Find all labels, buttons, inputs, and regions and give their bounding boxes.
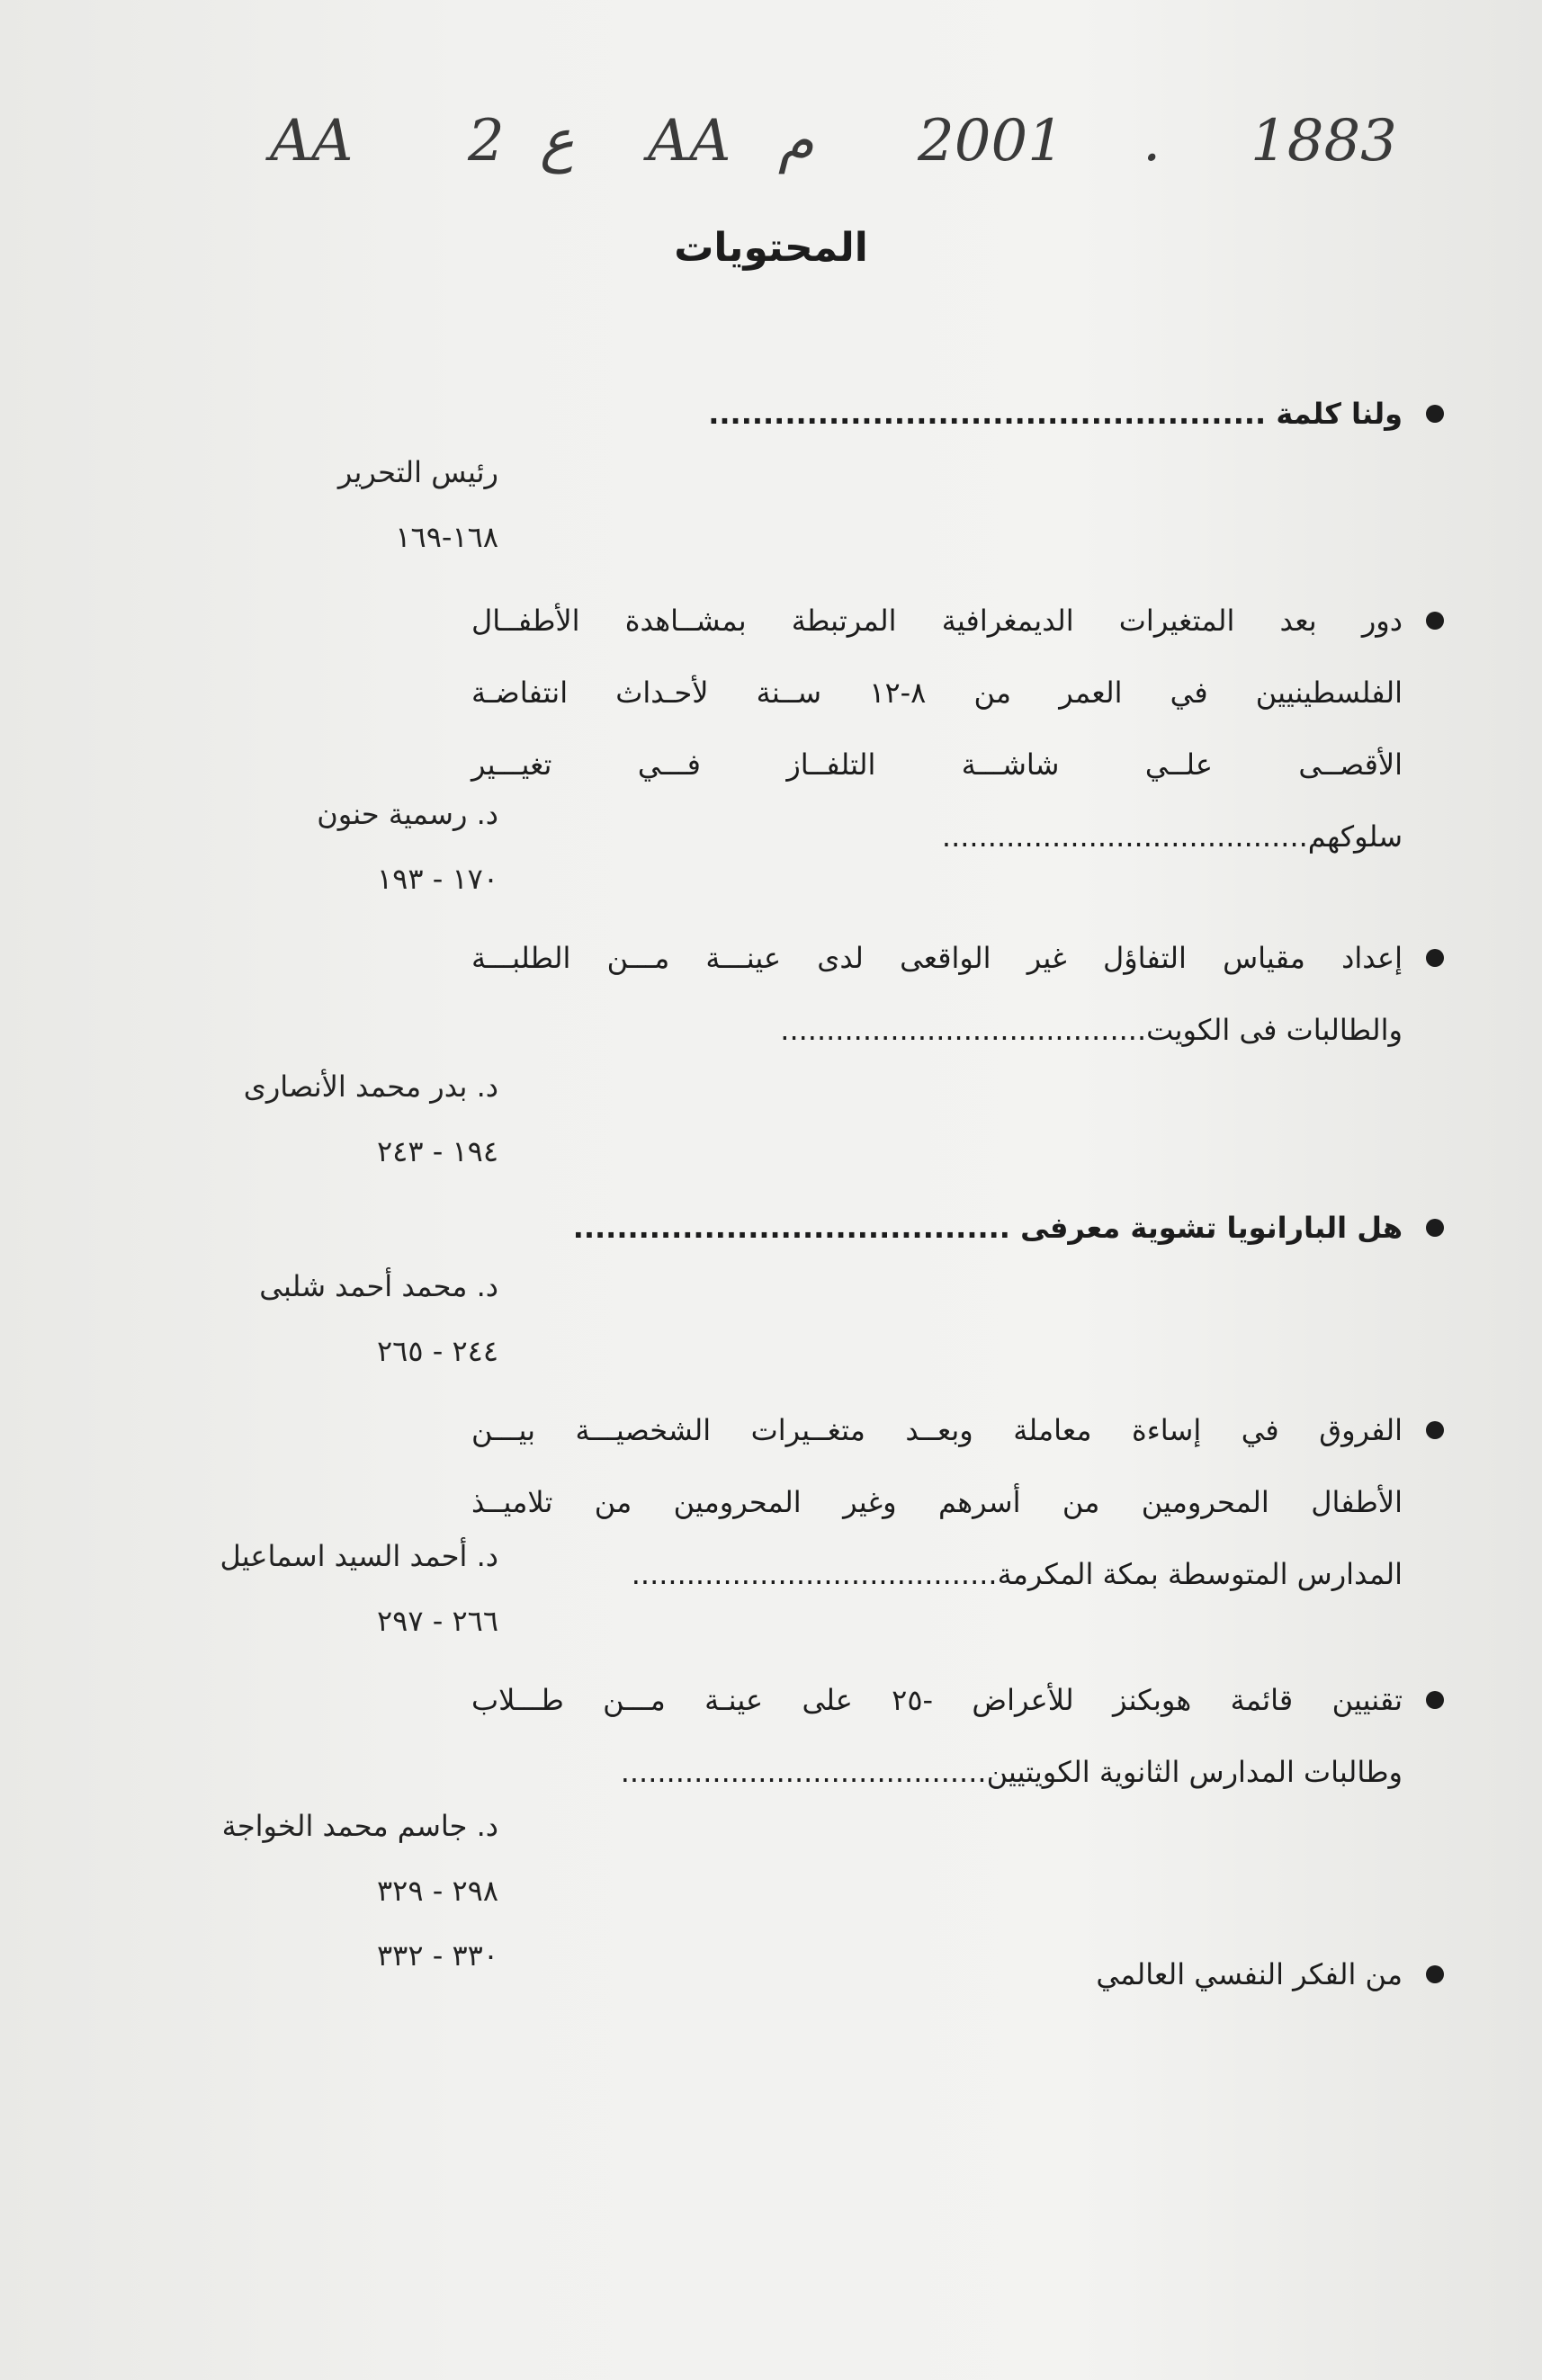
bullet-icon (1426, 949, 1444, 967)
toc-entry-editorial (471, 378, 1403, 450)
toc-pages: ١٦٨-١٦٩ (395, 520, 498, 554)
toc-pages: ١٩٤ - ٢٤٣ (376, 1134, 498, 1168)
toc-entry-title-line: الأقصــى علــي شاشـــة التلفــاز فـــي تغيـــير (471, 747, 1403, 782)
toc-entry-title-line: وطالبات المدارس الثانوية الكويتيين........................................ (620, 1755, 1403, 1789)
toc-author-block (139, 1069, 498, 1169)
toc-entry-title-line: إعداد مقياس التفاؤل غير الواقعى لدى عينـــة مـــن الطلبـــة (471, 941, 1403, 975)
handwritten-letter-e: م (778, 108, 814, 174)
toc-author-block (139, 1538, 498, 1639)
toc-entry-hanoun (471, 585, 1403, 872)
toc-entry-title-line: الأطفال المحرومين من أسرهم وغير المحرومين من تلاميــذ (471, 1485, 1403, 1519)
toc-entry-title-line: سلوكهم........................................ (941, 819, 1403, 854)
bullet-icon (1426, 405, 1444, 423)
toc-entry-title: من الفكر النفسي العالمي (1096, 1957, 1403, 1991)
bullet-icon (1426, 1421, 1444, 1439)
handwritten-number-a: AA (270, 108, 354, 174)
toc-entry-title-line: الفلسطينيين في العمر من ٨-١٢ ســنة لأحـداث انتفاضـة (471, 676, 1403, 710)
toc-entry-global-thought (471, 1938, 1403, 2010)
handwritten-number-b: 2 (468, 108, 505, 174)
bullet-icon (1426, 1965, 1444, 1983)
toc-entry-title-line: المدارس المتوسطة بمكة المكرمة........................................ (631, 1557, 1403, 1591)
toc-pages: ٢٩٨ - ٣٢٩ (376, 1874, 498, 1908)
toc-entry-title: هل البارانويا تشوية معرفى ........................................ (572, 1211, 1403, 1245)
handwritten-dot: . (1143, 108, 1161, 174)
toc-entry-shalaby (471, 1192, 1403, 1264)
bullet-icon (1426, 612, 1444, 630)
toc-author: د. أحمد السيد اسماعيل (220, 1539, 498, 1573)
toc-entry-title-line: دور بعد المتغيرات الديمغرافية المرتبطة بمشــاهدة الأطفــال (471, 604, 1403, 638)
toc-author-block (139, 1268, 498, 1369)
toc-pages-secondary: ٣٣٠ - ٣٣٢ (376, 1938, 498, 1973)
bullet-icon (1426, 1691, 1444, 1709)
toc-author: د. محمد أحمد شلبى (259, 1269, 498, 1303)
toc-entry-title: ولنا كلمة ................................................... (708, 397, 1403, 431)
toc-pages: ١٧٠ - ١٩٣ (376, 862, 498, 896)
toc-author: د. بدر محمد الأنصارى (243, 1069, 498, 1104)
toc-entry-khawaja (471, 1664, 1403, 1808)
handwritten-year: 2001 (918, 108, 1064, 174)
page-title: المحتويات (674, 225, 868, 271)
toc-entry-ismail (471, 1394, 1403, 1610)
toc-entry-title-line: الفروق في إساءة معاملة وبعــد متغــيرات الشخصيـــة بيـــن (471, 1413, 1403, 1447)
toc-entry-title-line: والطالبات فى الكويت........................................ (780, 1013, 1403, 1047)
toc-pages: ٢٤٤ - ٢٦٥ (376, 1334, 498, 1368)
toc-author-block (139, 796, 498, 897)
toc-entry-ansari (471, 922, 1403, 1066)
handwritten-letter-c: ع (540, 108, 575, 174)
toc-author: د. جاسم محمد الخواجة (221, 1809, 498, 1843)
toc-author: رئيس التحرير (337, 455, 498, 489)
bullet-icon (1426, 1219, 1444, 1237)
handwritten-number-d: AA (648, 108, 731, 174)
toc-author-block (139, 454, 498, 555)
toc-entry-title-line: تقنيين قائمة هوبكنز للأعراض -٢٥ على عينـة مـــن طـــلاب (471, 1683, 1403, 1717)
toc-pages: ٢٦٦ - ٢٩٧ (376, 1604, 498, 1638)
handwritten-number-h: 1883 (1251, 108, 1397, 174)
toc-author: د. رسمية حنون (317, 797, 498, 831)
toc-author-block (139, 1808, 498, 1973)
